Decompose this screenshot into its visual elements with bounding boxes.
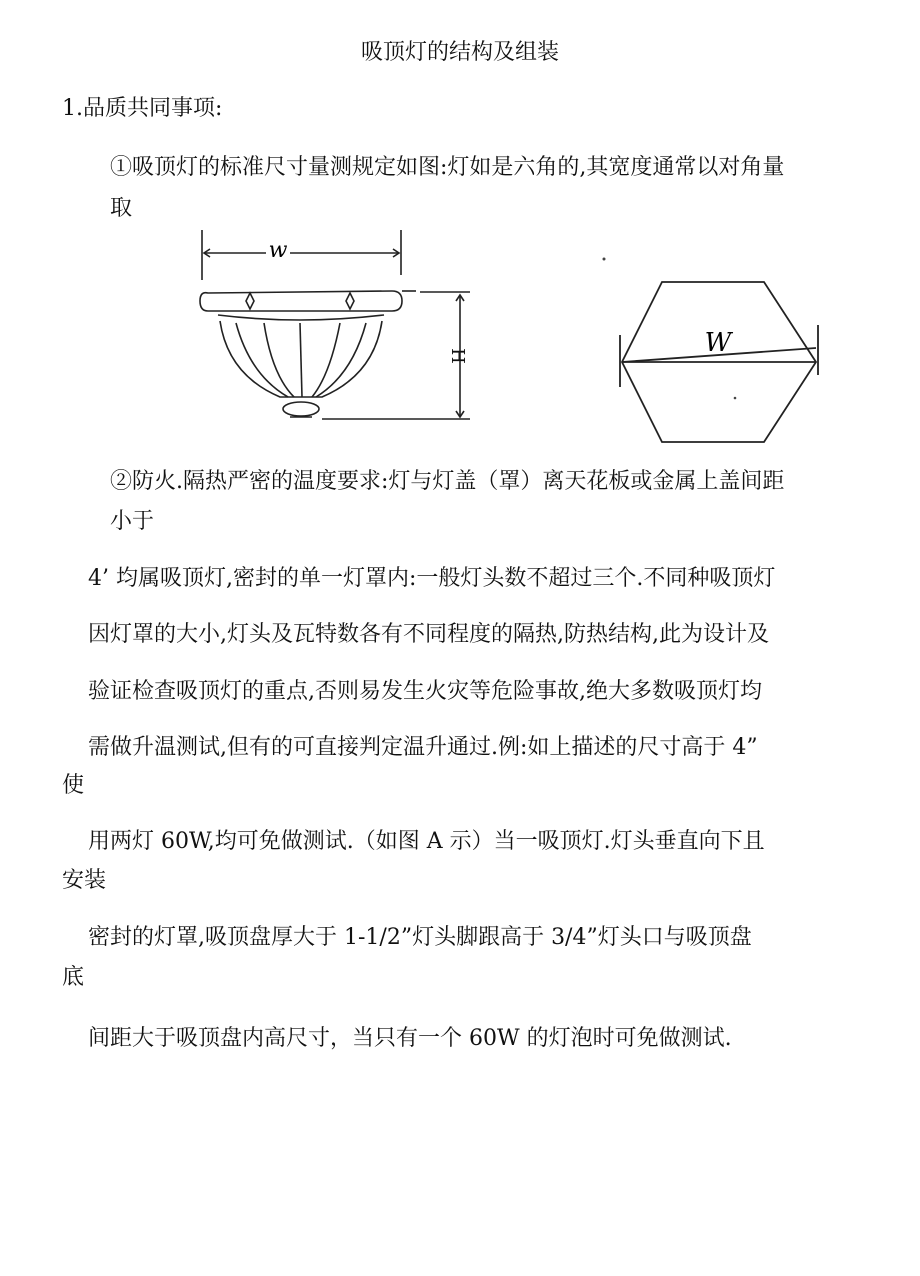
item2-line2: 小于 — [110, 509, 155, 534]
body-line-5: 用两灯 60W,均可免做测试.（如图 A 示）当一吸顶灯.灯头垂直向下且 — [88, 829, 765, 854]
body-line-4-wrap: 使 — [62, 773, 85, 798]
item1-line2: 取 — [110, 196, 133, 221]
hexagon-top-diagram — [600, 255, 840, 455]
body-line-7: 间距大于吸顶盘内高尺寸，当只有一个 60W 的灯泡时可免做测试. — [88, 1026, 732, 1051]
body-line-2: 因灯罩的大小,灯头及瓦特数各有不同程度的隔热,防热结构,此为设计及 — [88, 622, 769, 647]
section-heading: 1.品质共同事项: — [62, 96, 223, 121]
body-line-5-wrap: 安装 — [62, 868, 107, 893]
width-label-w: w — [268, 238, 288, 263]
body-line-4: 需做升温测试,但有的可直接判定温升通过.例:如上描述的尺寸高于 4” — [88, 735, 758, 760]
page-title: 吸顶灯的结构及组装 — [360, 40, 559, 65]
item2-line1: ②防火.隔热严密的温度要求:灯与灯盖（罩）离天花板或金属上盖间距 — [110, 469, 785, 494]
body-line-3: 验证检查吸顶灯的重点,否则易发生火灾等危险事故,绝大多数吸顶灯均 — [88, 679, 762, 704]
body-line-6: 密封的灯罩,吸顶盘厚大于 1-1/2”灯头脚跟高于 3/4”灯头口与吸顶盘 — [88, 925, 752, 950]
body-line-6-wrap: 底 — [62, 965, 85, 990]
width-label-w-hexagon: W — [704, 328, 732, 358]
ceiling-lamp-side-diagram — [180, 225, 480, 425]
body-line-1: 4’ 均属吸顶灯,密封的单一灯罩内:一般灯头数不超过三个.不同种吸顶灯 — [88, 566, 776, 591]
item1-line1: ①吸顶灯的标准尺寸量测规定如图:灯如是六角的,其宽度通常以对角量 — [110, 155, 785, 180]
height-label-h: H — [447, 348, 468, 364]
